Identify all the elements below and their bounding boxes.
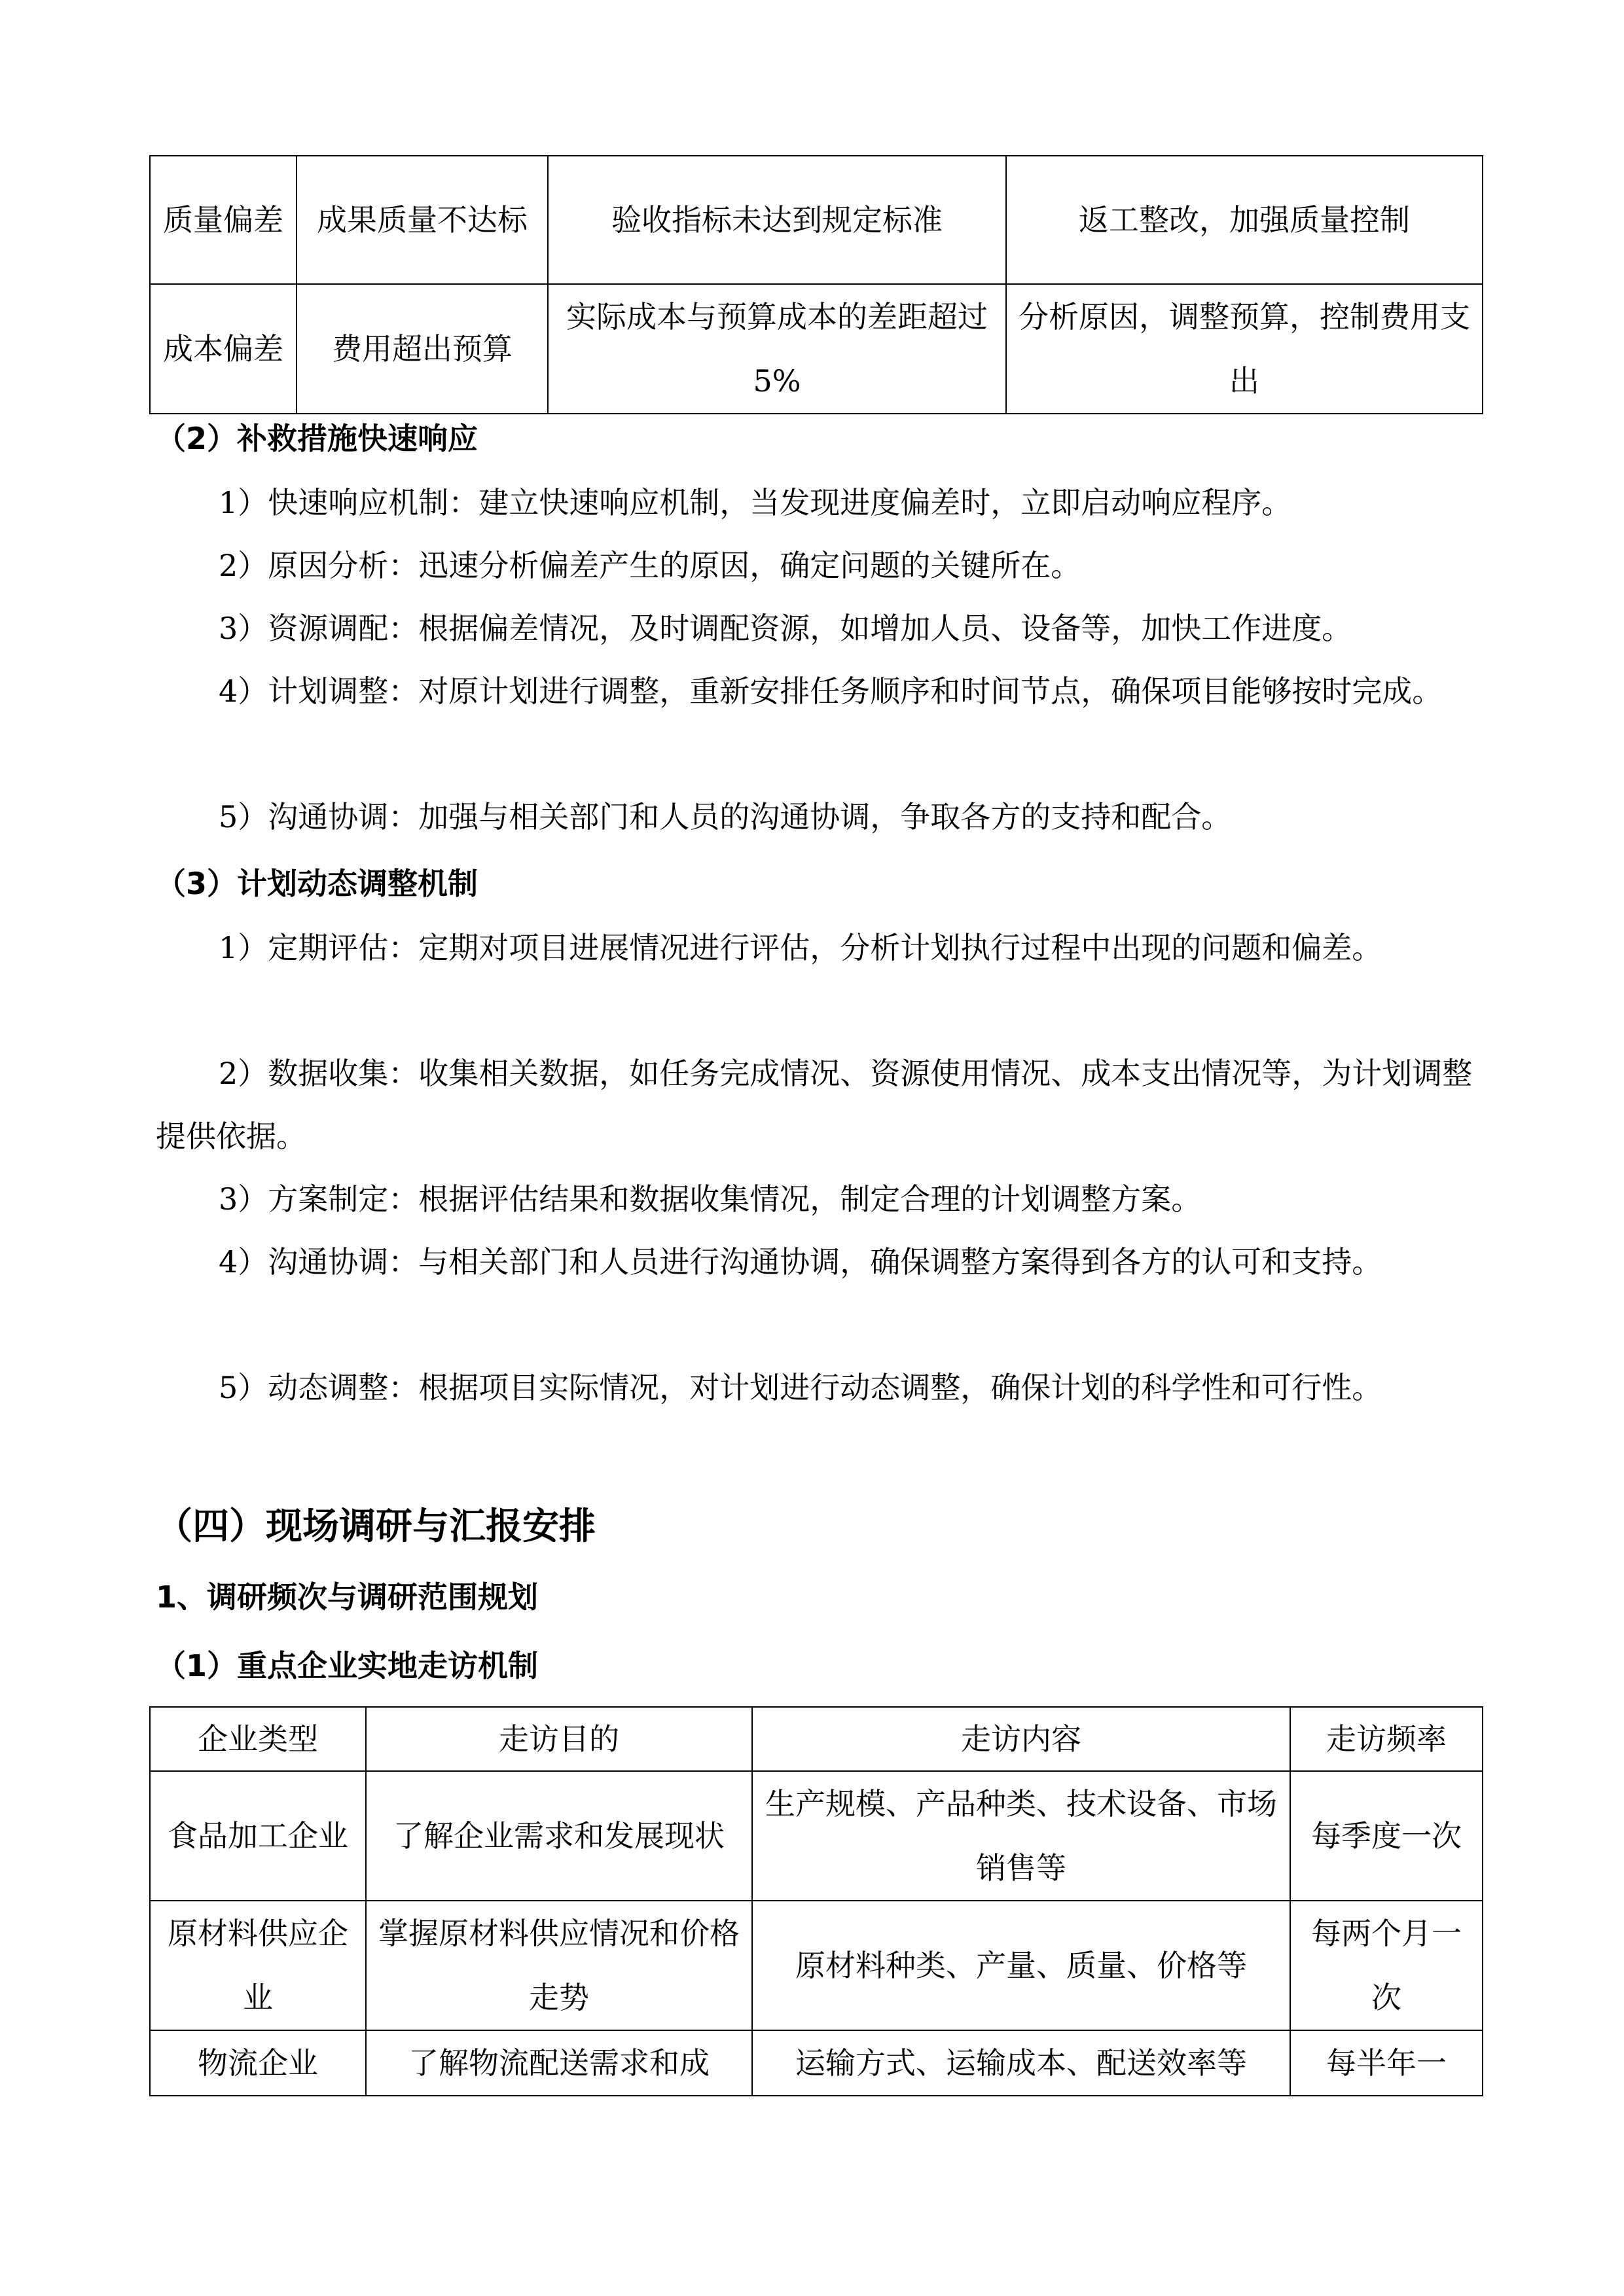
list-item: 5）沟通协调：加强与相关部门和人员的沟通协调，争取各方的支持和配合。	[219, 799, 1232, 834]
table-cell: 生产规模、产品种类、技术设备、市场销售等	[752, 1771, 1290, 1901]
table-cell: 成果质量不达标	[297, 156, 548, 284]
table-cell: 食品加工企业	[150, 1771, 366, 1901]
list-item: 1）定期评估：定期对项目进展情况进行评估，分析计划执行过程中出现的问题和偏差。	[219, 930, 1382, 965]
table-row	[150, 156, 1483, 284]
list-item: 3）方案制定：根据评估结果和数据收集情况，制定合理的计划调整方案。	[219, 1181, 1202, 1217]
table-cell: 每半年一	[1290, 2030, 1483, 2096]
column-header: 走访内容	[752, 1707, 1290, 1771]
table-row	[150, 1771, 1483, 1901]
list-item: 3）资源调配：根据偏差情况，及时调配资源，如增加人员、设备等，加快工作进度。	[219, 611, 1352, 646]
table-cell: 每两个月一次	[1290, 1901, 1483, 2030]
table-row	[150, 2030, 1483, 2096]
list-item: 1）快速响应机制：建立快速响应机制，当发现进度偏差时，立即启动响应程序。	[219, 485, 1292, 520]
column-header: 走访目的	[366, 1707, 752, 1771]
column-header: 企业类型	[150, 1707, 366, 1771]
dynamic-heading: （3）计划动态调整机制	[156, 866, 478, 901]
table-cell: 物流企业	[150, 2030, 366, 2096]
table-cell: 每季度一次	[1290, 1771, 1483, 1901]
remedy-heading: （2）补救措施快速响应	[156, 421, 478, 456]
table-cell: 了解企业需求和发展现状	[366, 1771, 752, 1901]
list-item: 4）沟通协调：与相关部门和人员进行沟通协调，确保调整方案得到各方的认可和支持。	[219, 1244, 1382, 1280]
table-cell: 质量偏差	[150, 156, 297, 284]
subsection-heading: 1、调研频次与调研范围规划	[156, 1579, 539, 1615]
list-item: 2）数据收集：收集相关数据，如任务完成情况、资源使用情况、成本支出情况等，为计划调整提供依据。	[156, 1056, 1473, 1154]
table-cell: 了解物流配送需求和成	[366, 2030, 752, 2096]
chapter-heading: （四）现场调研与汇报安排	[156, 1505, 596, 1548]
table-cell: 分析原因，调整预算，控制费用支出	[1006, 284, 1483, 414]
table-cell: 掌握原材料供应情况和价格走势	[366, 1901, 752, 2030]
list-item: 5）动态调整：根据项目实际情况，对计划进行动态调整，确保计划的科学性和可行性。	[219, 1370, 1382, 1405]
list-item: 2）原因分析：迅速分析偏差产生的原因，确定问题的关键所在。	[219, 548, 1081, 583]
table-cell: 原材料供应企业	[150, 1901, 366, 2030]
visit-heading: （1）重点企业实地走访机制	[156, 1648, 539, 1683]
table-cell: 原材料种类、产量、质量、价格等	[752, 1901, 1290, 2030]
table-header-row	[150, 1707, 1483, 1771]
table-cell: 返工整改，加强质量控制	[1006, 156, 1483, 284]
table-cell: 验收指标未达到规定标准	[548, 156, 1006, 284]
table-cell: 实际成本与预算成本的差距超过 5%	[548, 284, 1006, 414]
deviation-table	[149, 155, 1483, 414]
column-header: 走访频率	[1290, 1707, 1483, 1771]
table-row	[150, 1901, 1483, 2030]
table-cell: 运输方式、运输成本、配送效率等	[752, 2030, 1290, 2096]
visit-table	[149, 1706, 1483, 2096]
table-cell: 费用超出预算	[297, 284, 548, 414]
list-item: 4）计划调整：对原计划进行调整，重新安排任务顺序和时间节点，确保项目能够按时完成。	[219, 673, 1443, 709]
table-cell: 成本偏差	[150, 284, 297, 414]
table-row	[150, 284, 1483, 414]
